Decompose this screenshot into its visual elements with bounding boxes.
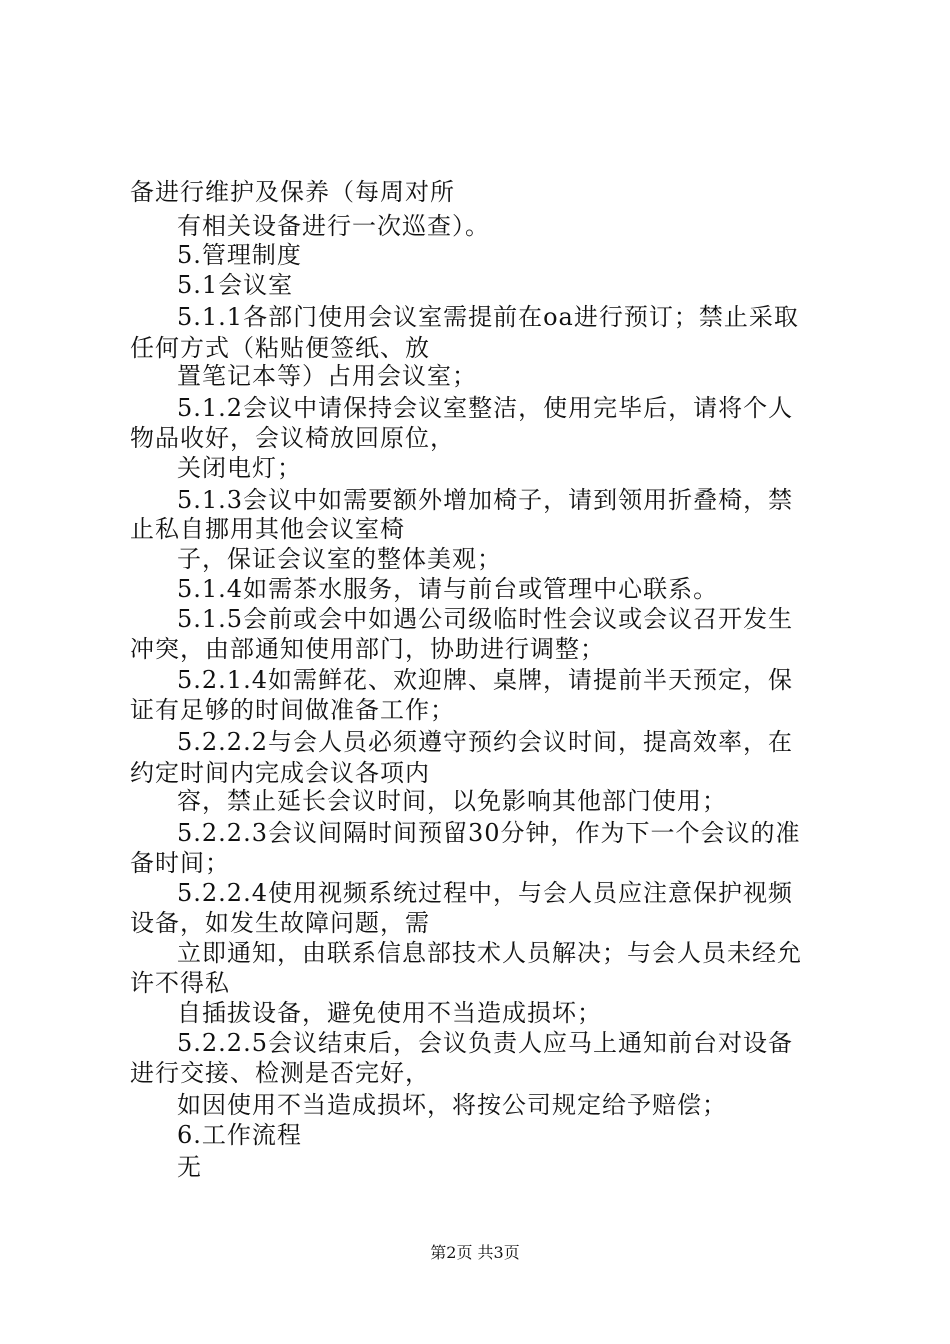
- text-line: 5.1.4如需茶水服务，请与前台或管理中心联系。: [177, 575, 719, 603]
- text-line: 备时间；: [130, 849, 230, 877]
- text-line: 5.1.1各部门使用会议室需提前在oa进行预订；禁止采取: [177, 303, 799, 331]
- text-line: 许不得私: [130, 969, 230, 997]
- text-line: 自插拔设备，避免使用不当造成损坏；: [177, 999, 602, 1027]
- text-line: 5.2.2.2与会人员必须遵守预约会议时间，提高效率，在: [177, 728, 793, 756]
- text-line: 5.1.5会前或会中如遇公司级临时性会议或会议召开发生: [177, 605, 794, 633]
- text-line: 备进行维护及保养（每周对所: [130, 178, 455, 206]
- section-heading: 5.管理制度: [177, 241, 302, 269]
- text-line: 容，禁止延长会议时间，以免影响其他部门使用；: [177, 787, 727, 815]
- text-line: 5.2.1.4如需鲜花、欢迎牌、桌牌，请提前半天预定，保: [177, 666, 793, 694]
- text-line: 5.1.3会议中如需要额外增加椅子，请到领用折叠椅，禁: [177, 486, 794, 514]
- text-line: 5.1.2会议中请保持会议室整洁，使用完毕后，请将个人: [177, 394, 794, 422]
- text-line: 证有足够的时间做准备工作；: [130, 696, 455, 724]
- text-line: 进行交接、检测是否完好，: [130, 1059, 430, 1087]
- text-line: 有相关设备进行一次巡查）。: [177, 212, 490, 240]
- text-line: 止私自挪用其他会议室椅: [130, 515, 405, 543]
- text-line: 任何方式（粘贴便签纸、放: [130, 334, 430, 362]
- text-line: 物品收好，会议椅放回原位，: [130, 424, 455, 452]
- text-line: 如因使用不当造成损坏，将按公司规定给予赔偿；: [177, 1091, 727, 1119]
- section-heading: 6.工作流程: [177, 1121, 302, 1149]
- text-line: 立即通知，由联系信息部技术人员解决；与会人员未经允: [177, 939, 802, 967]
- text-line: 设备，如发生故障问题，需: [130, 909, 430, 937]
- subsection-heading: 5.1会议室: [177, 271, 294, 299]
- page-footer: 第2页 共3页: [430, 1243, 520, 1262]
- text-line: 置笔记本等）占用会议室；: [177, 362, 477, 390]
- text-line: 5.2.2.4使用视频系统过程中，与会人员应注意保护视频: [177, 879, 793, 907]
- text-line: 子，保证会议室的整体美观；: [177, 545, 502, 573]
- text-line: 5.2.2.5会议结束后，会议负责人应马上通知前台对设备: [177, 1029, 793, 1057]
- text-line: 冲突，由部通知使用部门，协助进行调整；: [130, 635, 605, 663]
- text-line: 5.2.2.3会议间隔时间预留30分钟，作为下一个会议的准: [177, 819, 801, 847]
- text-line: 约定时间内完成会议各项内: [130, 759, 430, 787]
- text-line: 关闭电灯；: [177, 454, 302, 482]
- text-line: 无: [177, 1153, 202, 1181]
